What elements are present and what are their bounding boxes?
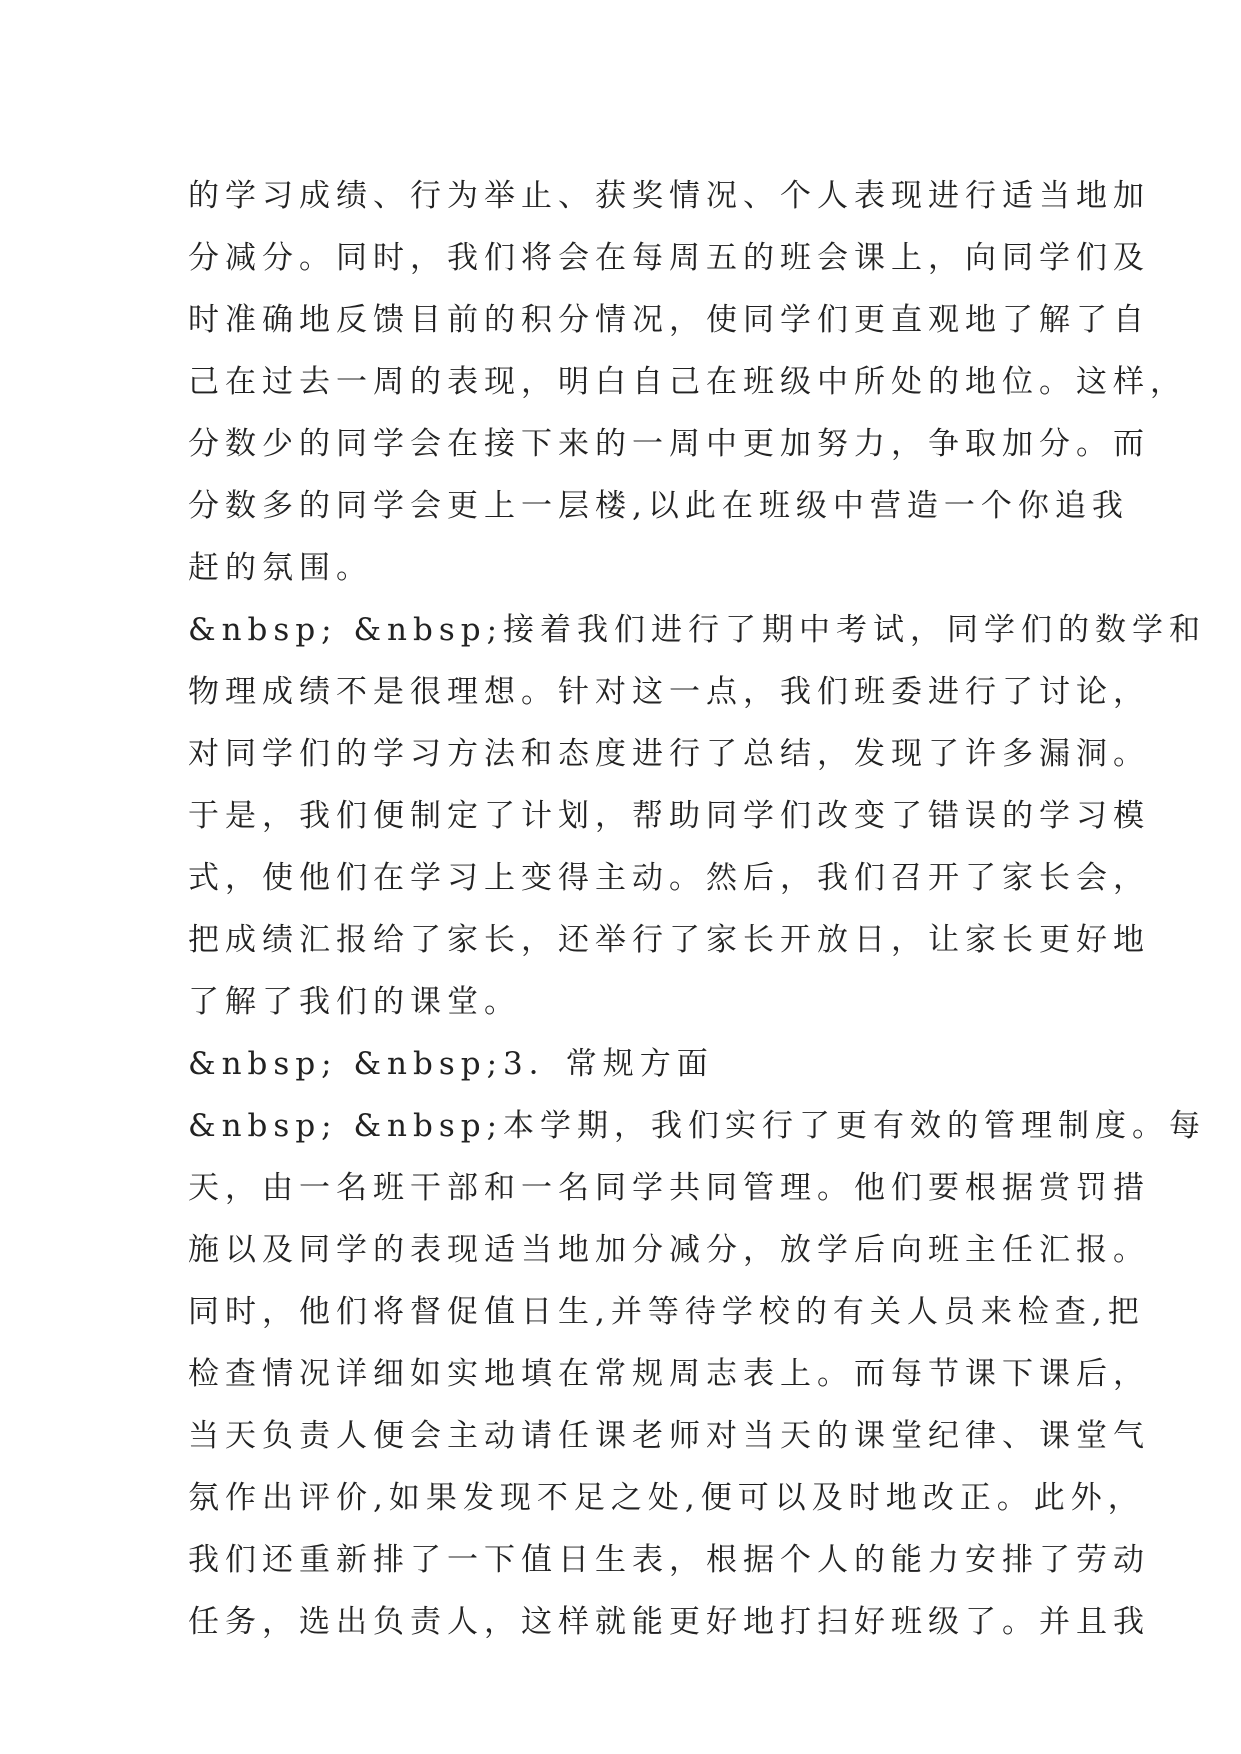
text-line: 分减分。同时，我们将会在每周五的班会课上，向同学们及 bbox=[188, 240, 1150, 276]
text-line: 了解了我们的课堂。 bbox=[188, 984, 521, 1020]
text-line: 当天负责人便会主动请任课老师对当天的课堂纪律、课堂气 bbox=[188, 1418, 1150, 1454]
text-line: 物理成绩不是很理想。针对这一点，我们班委进行了讨论， bbox=[188, 674, 1150, 710]
text-line: 分数多的同学会更上一层楼,以此在班级中营造一个你追我 bbox=[188, 488, 1129, 524]
text-line: &nbsp; &nbsp;接着我们进行了期中考试，同学们的数学和 bbox=[188, 612, 1207, 648]
text-line: 己在过去一周的表现，明白自己在班级中所处的地位。这样， bbox=[188, 364, 1187, 400]
text-line: 的学习成绩、行为举止、获奖情况、个人表现进行适当地加 bbox=[188, 178, 1150, 214]
text-line: 任务，选出负责人，这样就能更好地打扫好班级了。并且我 bbox=[188, 1604, 1150, 1640]
text-line: 于是，我们便制定了计划，帮助同学们改变了错误的学习模 bbox=[188, 798, 1150, 834]
text-line: 天，由一名班干部和一名同学共同管理。他们要根据赏罚措 bbox=[188, 1170, 1150, 1206]
text-line: 把成绩汇报给了家长，还举行了家长开放日，让家长更好地 bbox=[188, 922, 1150, 958]
text-line: 对同学们的学习方法和态度进行了总结，发现了许多漏洞。 bbox=[188, 736, 1150, 772]
text-line: 分数少的同学会在接下来的一周中更加努力，争取加分。而 bbox=[188, 426, 1150, 462]
text-line: 时准确地反馈目前的积分情况，使同学们更直观地了解了自 bbox=[188, 302, 1150, 338]
text-line: 我们还重新排了一下值日生表，根据个人的能力安排了劳动 bbox=[188, 1542, 1150, 1578]
text-line: 赶的氛围。 bbox=[188, 550, 373, 586]
document-body bbox=[188, 165, 1207, 1653]
text-line: 同时，他们将督促值日生,并等待学校的有关人员来检查,把 bbox=[188, 1294, 1145, 1330]
text-line: 式，使他们在学习上变得主动。然后，我们召开了家长会， bbox=[188, 860, 1150, 896]
text-line: &nbsp; &nbsp;3．常规方面 bbox=[188, 1046, 714, 1082]
text-line: 氛作出评价,如果发现不足之处,便可以及时地改正。此外， bbox=[188, 1480, 1145, 1516]
text-line: &nbsp; &nbsp;本学期，我们实行了更有效的管理制度。每 bbox=[188, 1108, 1207, 1144]
text-line: 施以及同学的表现适当地加分减分，放学后向班主任汇报。 bbox=[188, 1232, 1150, 1268]
text-line: 检查情况详细如实地填在常规周志表上。而每节课下课后， bbox=[188, 1356, 1150, 1392]
